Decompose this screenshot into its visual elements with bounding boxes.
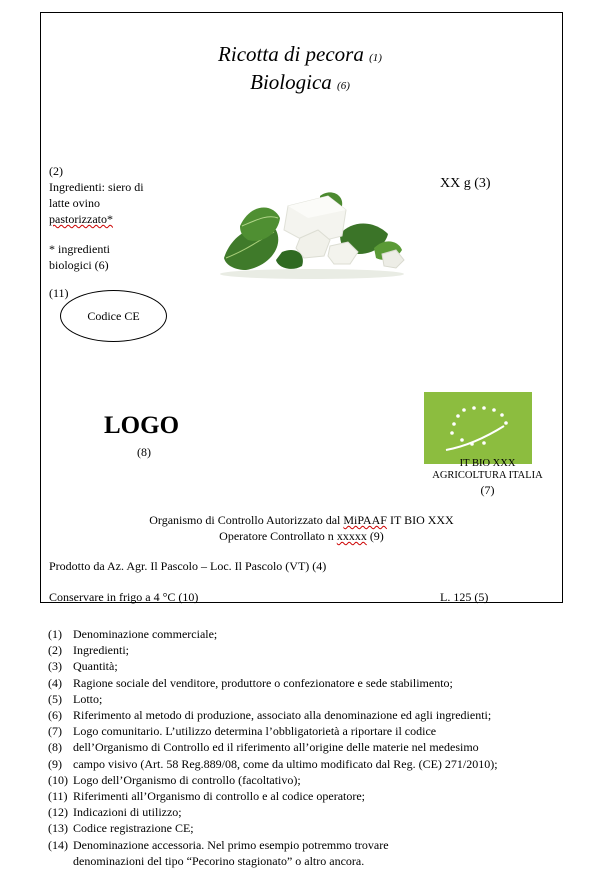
- legend-number: (14): [48, 837, 68, 852]
- ingredients-line1: Ingredienti: siero di: [49, 180, 144, 194]
- legend-number: (8): [48, 740, 62, 755]
- legend-number: (11): [48, 789, 68, 804]
- control-authority-line2: [40, 528, 563, 544]
- ce-code-text: Codice CE: [87, 308, 140, 323]
- legend-item: [48, 788, 588, 804]
- logo-ref: (8): [137, 445, 151, 459]
- legend-number: (5): [48, 691, 62, 706]
- ricotta-spinach-image: [212, 190, 412, 280]
- product-name: Ricotta di pecora: [218, 42, 364, 66]
- ministry-name: MiPAAF: [343, 513, 387, 527]
- producer-info: Prodotto da Az. Agr. Il Pascolo – Loc. Il Pascolo (VT) (4): [49, 559, 327, 573]
- ce-ref: (11): [49, 286, 69, 300]
- legend-item: [48, 707, 588, 723]
- legend-number: (2): [48, 643, 62, 658]
- eu-logo-ref: (7): [480, 483, 495, 497]
- product-title-line1: [0, 42, 600, 67]
- legend-text: Riferimento al metodo di produzione, associato alla denominazione ed agli ingredienti;: [73, 708, 492, 723]
- net-weight: XX g (3): [440, 176, 491, 191]
- legend-item: [48, 723, 588, 739]
- product-name-ref: (1): [369, 52, 382, 64]
- product-title-line2: [0, 70, 600, 95]
- legend-number: (9): [48, 756, 62, 771]
- legend-number: (4): [48, 675, 62, 690]
- legend-text: dell’Organismo di Controllo ed il riferimento all’origine delle materie nel medesimo: [73, 740, 479, 755]
- legend-text: Riferimenti all’Organismo di controllo e al codice operatore;: [73, 789, 366, 804]
- eu-leaf-stars-icon: [424, 392, 532, 464]
- legend-text: Indicazioni di utilizzo;: [73, 805, 182, 820]
- legend-item: [48, 642, 588, 658]
- control-authority-text: Organismo di Controllo Autorizzato dal: [149, 513, 344, 527]
- legend-text: Lotto;: [73, 691, 103, 706]
- legend-number: (10): [48, 772, 68, 787]
- eu-logo-origin: AGRICOLTURA ITALIA: [432, 470, 543, 481]
- operator-number: xxxxx: [336, 529, 367, 543]
- legend-text: Ragione sociale del venditore, produttore o confezionatore e sede stabilimento;: [73, 675, 453, 690]
- legend-item: [48, 804, 588, 820]
- legend-item: [48, 626, 588, 642]
- legend-text: Logo dell’Organismo di controllo (facoltativo);: [73, 772, 301, 787]
- legend-text: Quantità;: [73, 659, 118, 674]
- legend-list: [48, 626, 588, 869]
- ingredients-ref: (2): [49, 164, 63, 178]
- organic-qualifier-ref: (6): [337, 80, 350, 92]
- legend-item: [48, 739, 588, 755]
- legend-number: (7): [48, 724, 62, 739]
- legend-number: (1): [48, 627, 62, 641]
- storage-instructions: Conservare in frigo a 4 °C (10): [49, 590, 199, 604]
- legend-number: (13): [48, 821, 68, 836]
- legend-number: (12): [48, 805, 68, 820]
- ingredients-block: [49, 163, 144, 273]
- legend-item: [48, 772, 588, 788]
- legend-text: Denominazione accessoria. Nel primo esempio potremmo trovare: [73, 837, 389, 852]
- legend-text: campo visivo (Art. 58 Reg.889/08, come da ultimo modificato dal Reg. (CE) 271/2010);: [73, 756, 498, 771]
- organic-note-line2: biologici (6): [49, 258, 109, 272]
- ce-code-oval: [60, 290, 167, 342]
- organic-qualifier: Biologica: [250, 70, 332, 94]
- legend-item: [48, 691, 588, 707]
- legend-continuation: denominazioni del tipo “Pecorino stagionato” o altro ancora.: [73, 853, 365, 868]
- legend-text: Codice registrazione CE;: [73, 821, 194, 836]
- legend-text: Ingredienti;: [73, 643, 129, 658]
- legend-item: [48, 837, 588, 853]
- eu-logo-code: IT BIO XXX: [459, 458, 516, 469]
- legend-number: (6): [48, 708, 62, 723]
- organic-note-line1: * ingredienti: [49, 242, 110, 256]
- eu-logo-caption: [400, 458, 575, 498]
- eu-organic-logo: [424, 392, 532, 464]
- legend-item: [48, 756, 588, 772]
- legend-item: [48, 675, 588, 691]
- control-body-logo: LOGO: [104, 412, 180, 439]
- operator-ref: (9): [366, 529, 384, 543]
- legend-text: Denominazione commerciale;: [73, 627, 218, 641]
- legend-item: [48, 658, 588, 674]
- ingredients-line3: pastorizzato*: [49, 212, 113, 226]
- legend-number: (3): [48, 659, 62, 674]
- control-code: IT BIO XXX: [386, 513, 454, 527]
- legend-text: Logo comunitario. L’utilizzo determina l’obbligatorietà a riportare il codice: [73, 724, 437, 739]
- operator-text: Operatore Controllato n: [219, 529, 337, 543]
- ingredients-line2: latte ovino: [49, 196, 100, 210]
- legend-item: [48, 820, 588, 836]
- control-authority-line1: [40, 512, 563, 528]
- lot-number: L. 125 (5): [440, 590, 489, 604]
- control-authority: [40, 512, 563, 544]
